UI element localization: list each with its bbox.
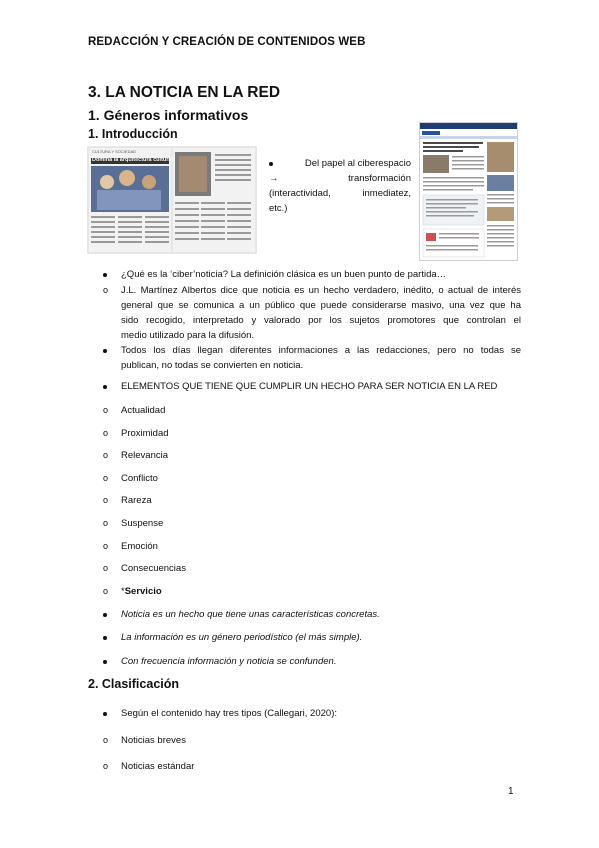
web-news-screenshot-image xyxy=(419,122,518,261)
side-paragraph: Del papel al ciberespacio → transformación (interactividad, inmediatez, etc.) xyxy=(269,158,411,214)
running-header: REDACCIÓN Y CREACIÓN DE CONTENIDOS WEB xyxy=(88,36,366,48)
bullet-icon xyxy=(103,712,107,716)
subsection-heading-clasificacion: 2. Clasificación xyxy=(88,677,180,691)
circle-marker: o xyxy=(103,735,109,745)
newspaper-spread-image xyxy=(87,146,257,254)
circle-marker: o xyxy=(103,761,109,771)
circle-marker: o xyxy=(103,563,109,573)
circle-marker: o xyxy=(103,473,109,483)
subsection-heading-intro: 1. Introducción xyxy=(88,127,178,141)
circle-marker: o xyxy=(103,285,109,295)
bullet-icon xyxy=(103,636,107,640)
page-number: 1 xyxy=(508,786,514,797)
bullet-icon xyxy=(103,613,107,617)
circle-marker: o xyxy=(103,450,109,460)
circle-marker: o xyxy=(103,495,109,505)
bullet-icon xyxy=(103,349,107,353)
side-bullet xyxy=(269,156,273,171)
newspaper-headline: Domina la arquitectura cultural xyxy=(92,157,173,163)
bullet-icon xyxy=(103,273,107,277)
circle-marker: o xyxy=(103,586,109,596)
newspaper-section-label: CULTURA Y SOCIEDAD xyxy=(92,149,137,154)
circle-marker: o xyxy=(103,428,109,438)
section-heading: 1. Géneros informativos xyxy=(88,107,249,123)
circle-marker: o xyxy=(103,518,109,528)
chapter-heading: 3. LA NOTICIA EN LA RED xyxy=(88,84,281,101)
circle-marker: o xyxy=(103,541,109,551)
circle-marker: o xyxy=(103,405,109,415)
bullet-icon xyxy=(103,660,107,664)
bullet-icon xyxy=(103,385,107,389)
